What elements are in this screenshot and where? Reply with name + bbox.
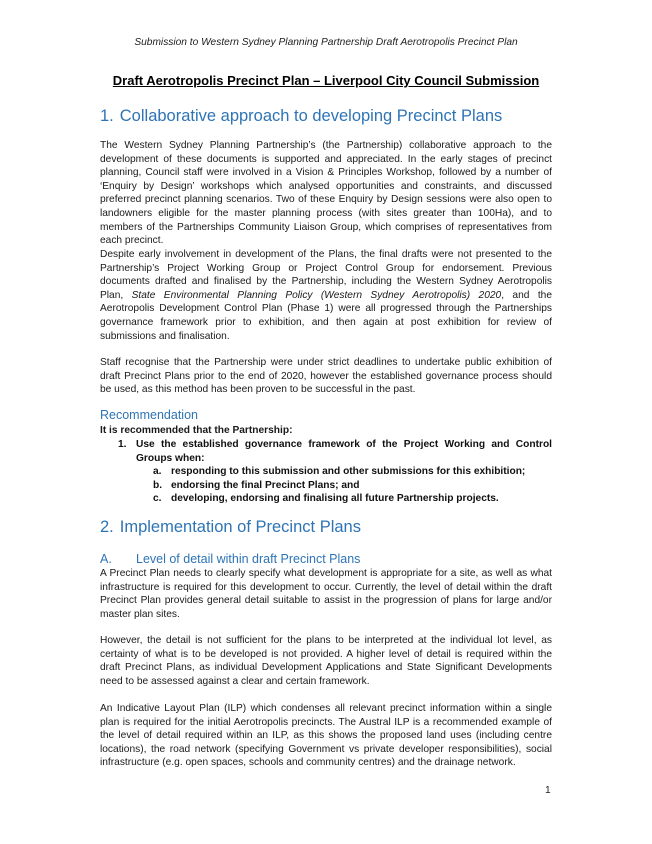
paragraph-2-text-end: , and the Aerotropolis Development Control Plan (Phase 1) were all progressed through the Partnerships governance framework prior to exhibition, and then again at post exhibition for review of submissions and finalisation. [100,289,552,342]
subsection-a-title: Level of detail within draft Precinct Plans [136,552,361,566]
section-2-title: Implementation of Precinct Plans [119,518,361,536]
section-1-title: Collaborative approach to developing Precinct Plans [119,107,503,125]
section-1-number: 1. [100,107,114,125]
section-1-paragraph-2 [100,248,552,343]
subitem-a-text: responding to this submission and other submissions for this exhibition; [171,466,526,477]
section-2-paragraph-3: An Indicative Layout Plan (ILP) which condenses all relevant precinct information within a single plan is required for the initial Aerotropolis precincts. The Austral ILP is a recommended example of the level of detail required within an ILP, as this shows the proposed land uses (including centre locations), the road network (specifying Government vs private developer responsibilities), social infrastructure (e.g. open spaces, schools and community centres) and the drainage network. [100,703,552,769]
recommendation-subitem-c [153,492,553,506]
recommendation-subitem-b [153,479,553,493]
recommendation-item-1-text: Use the established governance framework of the Project Working and Control Groups when: [136,439,552,464]
running-header: Submission to Western Sydney Planning Partnership Draft Aerotropolis Precinct Plan [134,37,518,48]
page-number: 1 [545,785,551,796]
section-1-paragraph-3: Staff recognise that the Partnership were under strict deadlines to undertake public exhibition of draft Precinct Plans prior to the end of 2020, however the established governance process should be used, as this method has been proven to be successful in the past. [100,357,552,396]
recommendation-subitem-a [153,465,553,479]
subitem-a-marker: a. [153,466,162,477]
subitem-c-marker: c. [153,493,162,504]
subitem-b-marker: b. [153,480,163,491]
recommendation-item-1 [118,438,552,465]
subitem-b-text: endorsing the final Precinct Plans; and [171,480,360,491]
subsection-a-heading [100,552,360,566]
section-2-paragraph-1: A Precinct Plan needs to clearly specify what development is appropriate for a site, as well as what infrastructure is required for this development to occur. Currently, the level of detail within the draft Precinct Plan provides general detail suitable to assist in the progression of plans for large and/or master plan sites. [100,568,552,620]
section-1-paragraph-1: The Western Sydney Planning Partnership’s (the Partnership) collaborative approach to the development of these documents is supported and appreciated. In the early stages of precinct planning, Council staff were involved in a Vision & Principles Workshop, followed by a number of ‘Enquiry by Design’ workshops which analysed opportunities and constraints, and discussed preferred precinct planning scenarios. Two of these Enquiry by Design sessions were also open to landowners eligible for the master planning process (with sites greater than 100Ha), and to members of the Partnerships Community Liaison Group, which comprises of representatives from each precinct. [100,140,552,247]
recommendation-intro: It is recommended that the Partnership: [100,425,293,436]
section-2-heading [100,518,361,537]
section-2-paragraph-2: However, the detail is not sufficient for the plans to be interpreted at the individual lot level, as certainty of what is to be developed is not provided. A higher level of detail is required within the draft Precinct Plans, as individual Development Applications and State Significant Developments need to be assessed against a clear and certain framework. [100,635,552,687]
subitem-c-text: developing, endorsing and finalising all future Partnership projects. [171,493,499,504]
sepp-citation: State Environmental Planning Policy (Western Sydney Aerotropolis) 2020 [131,289,502,301]
document-title: Draft Aerotropolis Precinct Plan – Liverpool City Council Submission [112,73,540,88]
section-1-heading [100,107,502,126]
recommendation-heading: Recommendation [100,408,198,422]
paragraph-2-text-start: Despite early involvement in development of the Plans, the final drafts were not presented to the Partnership’s Project Working Group or Project Control Group for endorsement. Previous documents drafted and finalised by the Partnership, including the Western Sydney Aerotropolis Plan, [100,249,552,301]
section-2-number: 2. [100,518,114,536]
recommendation-item-1-marker: 1. [118,439,127,450]
subsection-a-letter: A. [100,552,112,566]
